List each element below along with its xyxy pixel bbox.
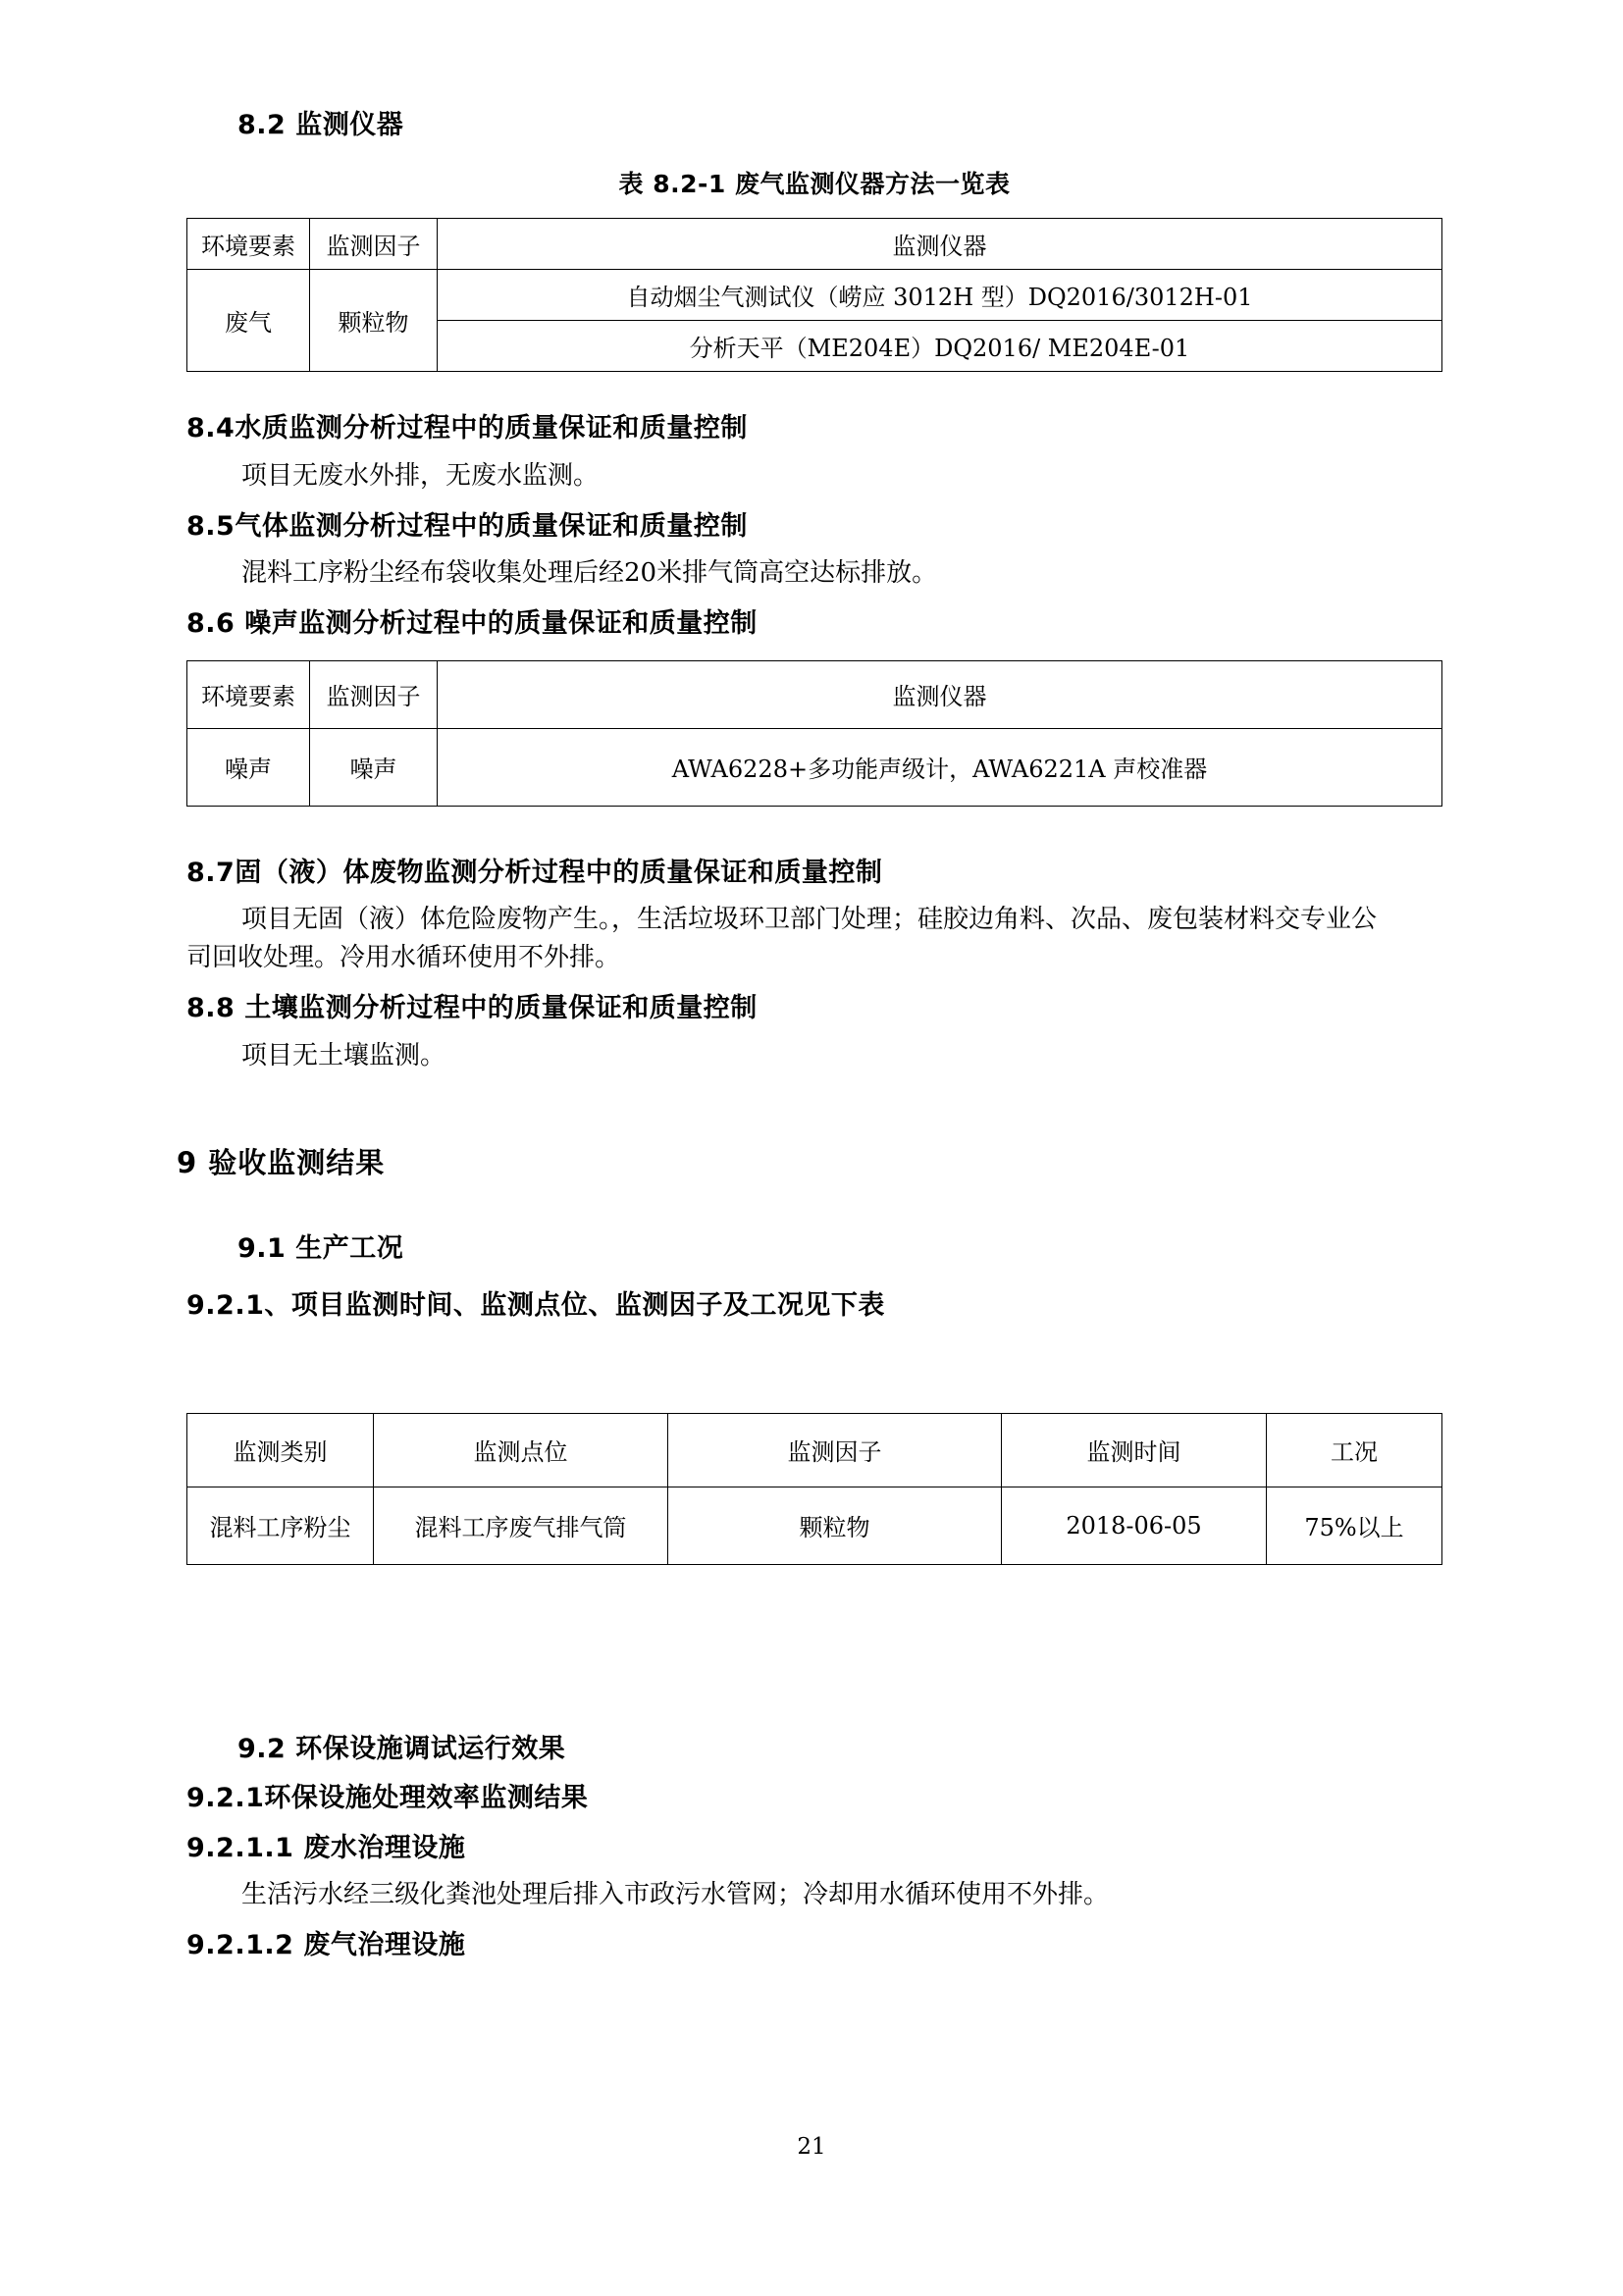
cell-category: 混料工序粉尘 (187, 1487, 374, 1564)
col-header-element: 环境要素 (187, 660, 310, 728)
page-content (177, 0, 1442, 1963)
heading-8-6: 8.6 噪声监测分析过程中的质量保证和质量控制 (186, 608, 758, 640)
table-noise-instruments (186, 660, 1442, 807)
col-header-time: 监测时间 (1002, 1413, 1267, 1487)
heading-9-2-1-list: 9.2.1、项目监测时间、监测点位、监测因子及工况见下表 (186, 1290, 885, 1322)
cell-factor: 噪声 (310, 728, 438, 806)
table-monitoring-plan (186, 1413, 1442, 1565)
paragraph-9-2-1-1: 生活污水经三级化粪池处理后排入市政污水管网；冷却用水循环使用不外排。 (241, 1879, 1110, 1909)
heading-9-2: 9.2 环保设施调试运行效果 (237, 1733, 566, 1764)
heading-8-8: 8.8 土壤监测分析过程中的质量保证和质量控制 (186, 993, 758, 1024)
heading-8-4: 8.4水质监测分析过程中的质量保证和质量控制 (186, 413, 748, 444)
page-number: 21 (797, 2134, 826, 2160)
col-header-instrument: 监测仪器 (438, 660, 1442, 728)
cell-element: 噪声 (187, 728, 310, 806)
paragraph-8-4: 项目无废水外排，无废水监测。 (241, 460, 600, 491)
paragraph-8-8: 项目无土壤监测。 (241, 1040, 446, 1070)
cell-time: 2018-06-05 (1002, 1487, 1267, 1564)
cell-instrument: AWA6228+多功能声级计，AWA6221A 声校准器 (438, 728, 1442, 806)
table-row-header (187, 219, 1442, 270)
heading-8-2: 8.2 监测仪器 (237, 110, 404, 140)
heading-9: 9 验收监测结果 (177, 1145, 386, 1179)
col-header-element: 环境要素 (187, 219, 310, 270)
cell-instrument-2: 分析天平（ME204E）DQ2016/ ME204E-01 (438, 321, 1442, 372)
col-header-category: 监测类别 (187, 1413, 374, 1487)
paragraph-8-7-line-2: 司回收处理。冷用水循环使用不外排。 (186, 943, 621, 973)
table-row (187, 270, 1442, 321)
heading-8-7: 8.7固（液）体废物监测分析过程中的质量保证和质量控制 (186, 857, 883, 888)
table-air-caption: 表 8.2-1 废气监测仪器方法一览表 (618, 170, 1011, 199)
heading-9-2-1: 9.2.1环保设施处理效率监测结果 (186, 1783, 589, 1814)
cell-element: 废气 (187, 270, 310, 372)
heading-9-2-1-2: 9.2.1.2 废气治理设施 (186, 1929, 466, 1960)
table-row (187, 1487, 1442, 1564)
table-air-instruments (186, 218, 1442, 372)
cell-point: 混料工序废气排气筒 (374, 1487, 668, 1564)
col-header-factor: 监测因子 (310, 219, 438, 270)
col-header-condition: 工况 (1267, 1413, 1442, 1487)
col-header-instrument: 监测仪器 (438, 219, 1442, 270)
cell-factor: 颗粒物 (310, 270, 438, 372)
paragraph-8-7-line-1: 项目无固（液）体危险废物产生。，生活垃圾环卫部门处理；硅胶边角料、次品、废包装材料交专业公 (241, 905, 1378, 935)
heading-9-2-1-1: 9.2.1.1 废水治理设施 (186, 1832, 466, 1863)
cell-instrument-1: 自动烟尘气测试仪（崂应 3012H 型）DQ2016/3012H-01 (438, 270, 1442, 321)
col-header-factor: 监测因子 (310, 660, 438, 728)
table-row-header (187, 1413, 1442, 1487)
cell-condition: 75%以上 (1267, 1487, 1442, 1564)
heading-9-1: 9.1 生产工况 (237, 1232, 404, 1264)
col-header-point: 监测点位 (374, 1413, 668, 1487)
col-header-factor: 监测因子 (668, 1413, 1002, 1487)
cell-factor: 颗粒物 (668, 1487, 1002, 1564)
table-row-header (187, 660, 1442, 728)
table-row (187, 728, 1442, 806)
paragraph-8-5: 混料工序粉尘经布袋收集处理后经20米排气筒高空达标排放。 (241, 558, 938, 589)
heading-8-5: 8.5气体监测分析过程中的质量保证和质量控制 (186, 510, 748, 542)
